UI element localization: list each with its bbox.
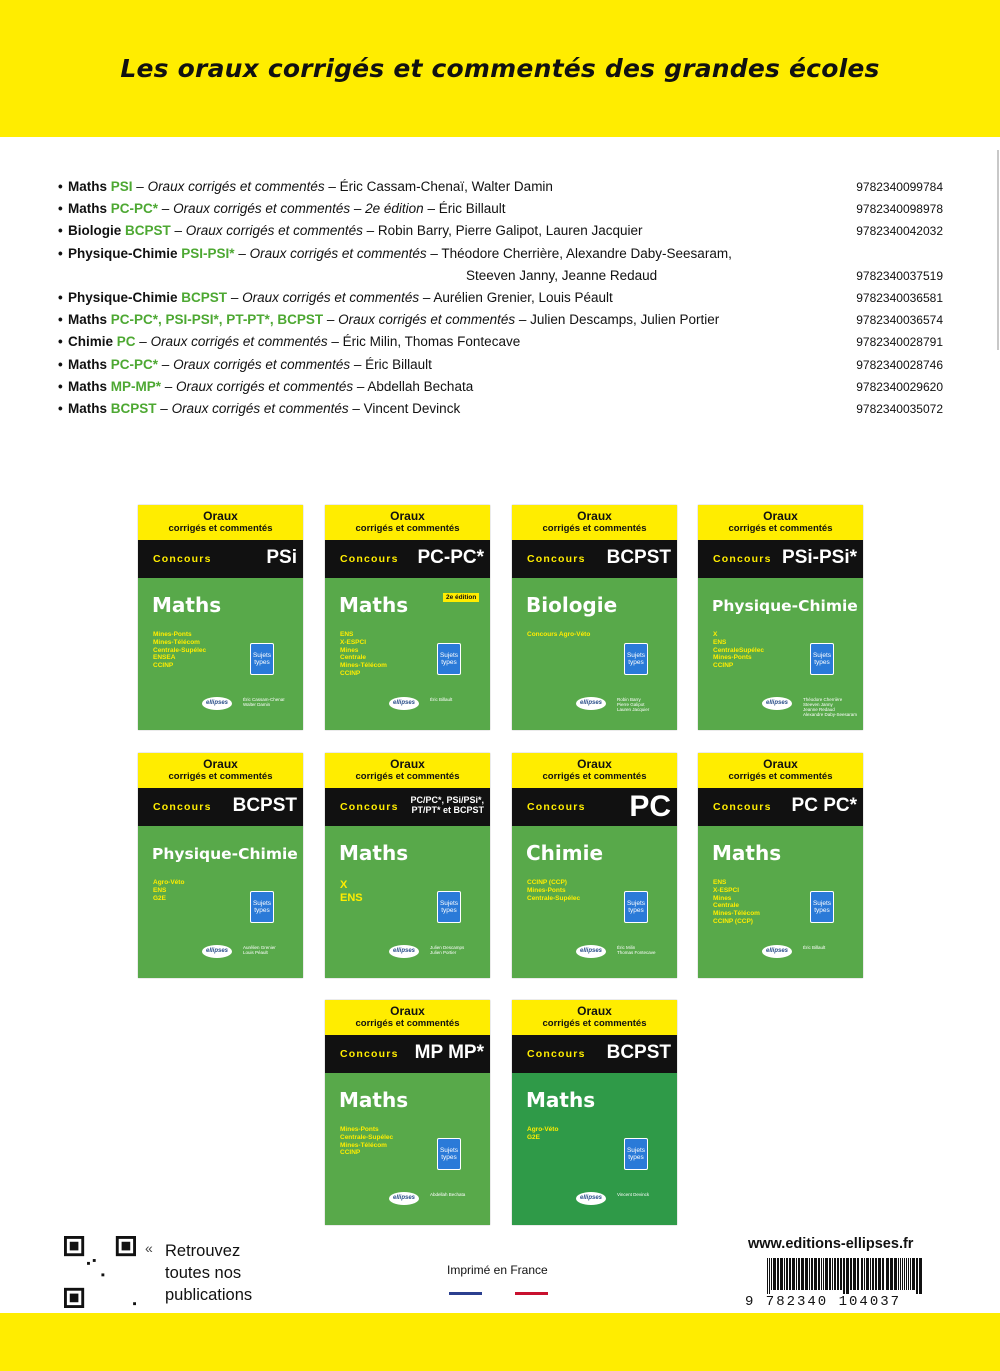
- ellipses-logo: ellipses: [576, 1192, 606, 1205]
- book-cover[interactable]: [325, 505, 490, 730]
- ellipses-logo: ellipses: [202, 697, 232, 710]
- cover-subtitle: corrigés et commentés: [542, 523, 647, 534]
- cover-oraux: Oraux: [577, 1004, 612, 1018]
- book-authors: Aurélien Grenier, Louis Péault: [433, 289, 613, 305]
- book-filiere: PC-PC*: [110, 356, 159, 372]
- cover-concours: Concours: [713, 553, 772, 565]
- cover-oraux: Oraux: [390, 757, 425, 771]
- cover-oraux: Oraux: [390, 1004, 425, 1018]
- cover-authors: Éric Milin Thomas Fontecave: [617, 945, 656, 955]
- book-authors: Abdellah Bechata: [367, 378, 474, 394]
- book-cover[interactable]: [512, 753, 677, 978]
- book-filiere: BCPST: [125, 223, 171, 239]
- book-list-item: • Maths PC-PC* – Oraux corrigés et commentés – Éric Billault 9782340028746: [58, 354, 946, 376]
- cover-subtitle: corrigés et commentés: [355, 771, 460, 782]
- cover-authors: Éric Cassam-Chenaï Walter Damin: [243, 697, 285, 707]
- cover-header: [325, 505, 490, 540]
- book-subject: Maths: [68, 312, 108, 328]
- ean-number: 9 782340 104037: [745, 1294, 902, 1310]
- book-cover[interactable]: [698, 753, 863, 978]
- book-series: Oraux corrigés et commentés: [249, 245, 427, 261]
- header-band: [0, 0, 1000, 137]
- book-authors: Robin Barry, Pierre Galipot, Lauren Jacquier: [377, 223, 643, 239]
- book-isbn: 9782340036574: [856, 313, 943, 328]
- book-isbn: 9782340028746: [856, 357, 943, 372]
- cover-header: [512, 1000, 677, 1035]
- book-series: Oraux corrigés et commentés: [242, 289, 420, 305]
- cover-oraux: Oraux: [203, 757, 238, 771]
- cover-subtitle: corrigés et commentés: [355, 1018, 460, 1029]
- cover-schools: X ENS: [340, 879, 363, 904]
- cover-authors: Théodore Cherrière Steeven Janny Jeanne Redaud Alexandre Daby-Seesaram: [803, 697, 858, 717]
- cover-concours: Concours: [340, 1048, 399, 1060]
- cover-subtitle: corrigés et commentés: [728, 523, 833, 534]
- cover-filiere: MP MP*: [414, 1042, 484, 1063]
- cover-concours: Concours: [527, 801, 586, 813]
- qr-code[interactable]: [64, 1236, 136, 1308]
- book-isbn: 9782340028791: [856, 335, 943, 350]
- cover-oraux: Oraux: [577, 757, 612, 771]
- cover-concours-bar: [138, 788, 303, 826]
- cover-schools: Agro-Véto ENS G2E: [153, 879, 185, 902]
- book-authors: Éric Billault: [365, 356, 432, 372]
- document-icon: Sujets types: [810, 643, 834, 675]
- barcode: [765, 1258, 925, 1294]
- ellipses-logo: ellipses: [389, 697, 419, 710]
- publisher-url[interactable]: www.editions-ellipses.fr: [748, 1236, 914, 1252]
- cover-authors: Abdellah Bechata: [430, 1192, 466, 1197]
- cover-authors: Aurélien Grenier Louis Péault: [243, 945, 276, 955]
- cover-authors: Éric Billault: [803, 945, 826, 950]
- book-authors: Éric Cassam-Chenaï, Walter Damin: [339, 179, 553, 194]
- book-subject: Maths: [68, 201, 108, 217]
- cover-oraux: Oraux: [577, 509, 612, 523]
- cover-header: [512, 753, 677, 788]
- page-title: Les oraux corrigés et commentés des grandes écoles: [120, 54, 880, 83]
- ellipses-logo: ellipses: [202, 945, 232, 958]
- cover-oraux: Oraux: [390, 509, 425, 523]
- cover-header: [698, 753, 863, 788]
- arrow-icon: «: [145, 1240, 153, 1256]
- book-isbn: 9782340037519: [856, 268, 943, 283]
- cover-concours: Concours: [340, 801, 399, 813]
- bullet-icon: •: [58, 378, 63, 394]
- cover-oraux: Oraux: [763, 509, 798, 523]
- book-filiere: BCPST: [181, 289, 228, 305]
- book-filiere: MP-MP*: [110, 378, 162, 394]
- cover-concours-bar: [698, 788, 863, 826]
- book-filiere: BCPST: [110, 400, 157, 416]
- book-isbn: 9782340035072: [856, 401, 943, 416]
- bullet-icon: •: [58, 289, 63, 305]
- bullet-icon: •: [58, 201, 63, 217]
- book-series: Oraux corrigés et commentés: [147, 179, 325, 194]
- document-icon: Sujets types: [250, 643, 274, 675]
- book-series: Oraux corrigés et commentés: [173, 356, 351, 372]
- book-cover[interactable]: [325, 753, 490, 978]
- book-list: [58, 176, 946, 420]
- cover-schools: ENS X-ESPCI Mines Centrale Mines-Télécom CCINP (CCP): [713, 879, 760, 925]
- book-filiere: PSI-PSI*: [181, 245, 235, 261]
- cover-subject: Maths: [339, 593, 409, 617]
- cover-concours: Concours: [340, 553, 399, 565]
- book-cover[interactable]: [512, 1000, 677, 1225]
- cover-schools: CCINP (CCP) Mines-Ponts Centrale-Supélec: [527, 879, 581, 902]
- cover-header: [325, 753, 490, 788]
- book-authors: Éric Milin, Thomas Fontecave: [342, 334, 521, 350]
- book-filiere: PC-PC*, PSI-PSI*, PT-PT*, BCPST: [110, 312, 324, 328]
- book-subject: Maths: [68, 378, 108, 394]
- book-subject: Physique-Chimie: [68, 289, 178, 305]
- cover-subtitle: corrigés et commentés: [168, 771, 273, 782]
- book-subject: Biologie: [68, 223, 122, 239]
- book-authors-cont: Steeven Janny, Jeanne Redaud: [466, 267, 658, 283]
- cover-authors: Vincent Devinck: [617, 1192, 650, 1197]
- cover-concours-bar: [325, 788, 490, 826]
- book-authors: Vincent Devinck: [363, 400, 461, 416]
- book-authors: Éric Billault: [438, 201, 506, 217]
- cover-concours-bar: [512, 788, 677, 826]
- ellipses-logo: ellipses: [576, 945, 606, 958]
- cover-schools: X ENS CentraleSupélec Mines-Ponts CCINP: [713, 631, 764, 670]
- cover-subject: Biologie: [526, 593, 618, 617]
- book-isbn: 9782340029620: [856, 379, 943, 394]
- book-series: Oraux corrigés et commentés: [185, 223, 363, 239]
- cover-filiere: BCPST: [232, 795, 297, 816]
- cover-subtitle: corrigés et commentés: [168, 523, 273, 534]
- cover-subtitle: corrigés et commentés: [542, 771, 647, 782]
- cover-subject: Chimie: [526, 841, 604, 865]
- cover-concours-bar: [325, 540, 490, 578]
- bullet-icon: •: [58, 312, 63, 328]
- cover-edition-badge: 2e édition: [443, 593, 479, 602]
- cover-schools: ENS X-ESPCI Mines Centrale Mines-Télécom CCINP: [340, 631, 387, 677]
- cover-header: [138, 753, 303, 788]
- book-series: Oraux corrigés et commentés: [338, 312, 516, 328]
- document-icon: Sujets types: [437, 891, 461, 923]
- imprime-en-france: Imprimé en France: [447, 1263, 548, 1277]
- book-list-item: • Maths PC-PC* – Oraux corrigés et commentés – 2e édition – Éric Billault 9782340098978: [58, 198, 946, 220]
- cover-filiere: BCPST: [606, 547, 671, 568]
- cover-filiere: PC: [629, 790, 671, 823]
- footer-band: [0, 1313, 1000, 1371]
- book-list-item: • Physique-Chimie BCPST – Oraux corrigés et commentés – Aurélien Grenier, Louis Péault 9782340036581: [58, 287, 946, 309]
- book-filiere: PSI: [110, 179, 133, 194]
- book-subject: Physique-Chimie: [68, 245, 178, 261]
- cover-oraux: Oraux: [763, 757, 798, 771]
- cover-subject: Maths: [526, 1088, 596, 1112]
- document-icon: Sujets types: [437, 1138, 461, 1170]
- ellipses-logo: ellipses: [576, 697, 606, 710]
- edge-line: [997, 150, 999, 350]
- document-icon: Sujets types: [624, 1138, 648, 1170]
- book-series: Oraux corrigés et commentés: [171, 400, 349, 416]
- book-list-item: • Physique-Chimie PSI-PSI* – Oraux corrigés et commentés – Théodore Cherrière, Alexandre Daby-Seesaram, Steeven Janny, Jeanne Redaud 9782340037519: [58, 243, 946, 287]
- document-icon: Sujets types: [437, 643, 461, 675]
- book-filiere: PC: [116, 334, 136, 350]
- cover-subtitle: corrigés et commentés: [355, 523, 460, 534]
- cover-subtitle: corrigés et commentés: [542, 1018, 647, 1029]
- cover-concours: Concours: [527, 553, 586, 565]
- ellipses-logo: ellipses: [389, 1192, 419, 1205]
- book-isbn: 9782340042032: [856, 224, 943, 239]
- cover-header: [698, 505, 863, 540]
- ellipses-logo: ellipses: [389, 945, 419, 958]
- cover-authors: Julien Descamps Julien Portier: [430, 945, 465, 955]
- book-cover[interactable]: [138, 505, 303, 730]
- cover-subject: Maths: [339, 1088, 409, 1112]
- cover-concours: Concours: [527, 1048, 586, 1060]
- book-cover[interactable]: [325, 1000, 490, 1225]
- book-cover[interactable]: [698, 505, 863, 730]
- cover-filiere: PSi: [266, 547, 297, 568]
- book-isbn: 9782340099784: [856, 180, 943, 194]
- cover-filiere: PSi-PSi*: [782, 547, 857, 568]
- book-isbn: 9782340098978: [856, 202, 943, 217]
- book-list-item: • Maths PSI – Oraux corrigés et commentés – Éric Cassam-Chenaï, Walter Damin 9782340099784: [58, 176, 946, 198]
- cover-subject: Maths: [339, 841, 409, 865]
- cover-concours-bar: [512, 1035, 677, 1073]
- book-authors: Théodore Cherrière, Alexandre Daby-Seesaram,: [441, 245, 732, 261]
- cover-concours-bar: [698, 540, 863, 578]
- cover-concours: Concours: [153, 801, 212, 813]
- book-list-item: • Maths MP-MP* – Oraux corrigés et commentés – Abdellah Bechata 9782340029620: [58, 376, 946, 398]
- book-subject: Maths: [68, 400, 108, 416]
- cover-concours: Concours: [713, 801, 772, 813]
- cover-oraux: Oraux: [203, 509, 238, 523]
- cover-concours-bar: [325, 1035, 490, 1073]
- cover-filiere: PC-PC*: [417, 547, 484, 568]
- cover-subject: Physique-Chimie: [152, 845, 298, 863]
- cover-authors: Robin Barry Pierre Galipot Lauren Jacquier: [617, 697, 650, 712]
- cover-filiere: BCPST: [606, 1042, 671, 1063]
- book-list-item: • Biologie BCPST – Oraux corrigés et commentés – Robin Barry, Pierre Galipot, Lauren Jacquier 9782340042032: [58, 220, 946, 242]
- book-list-item: • Maths BCPST – Oraux corrigés et commentés – Vincent Devinck 9782340035072: [58, 398, 946, 420]
- book-isbn: 9782340036581: [856, 290, 943, 305]
- document-icon: Sujets types: [624, 643, 648, 675]
- bullet-icon: •: [58, 223, 63, 239]
- document-icon: Sujets types: [624, 891, 648, 923]
- bullet-icon: •: [58, 334, 63, 350]
- book-authors: Julien Descamps, Julien Portier: [530, 312, 720, 328]
- cover-subject: Maths: [152, 593, 222, 617]
- book-filiere: PC-PC*: [110, 201, 159, 217]
- bullet-icon: •: [58, 400, 63, 416]
- book-cover[interactable]: [512, 505, 677, 730]
- cover-header: [138, 505, 303, 540]
- retrouvez-text: Retrouvez toutes nos publications: [165, 1242, 253, 1304]
- cover-concours: Concours: [153, 553, 212, 565]
- book-series: Oraux corrigés et commentés: [176, 378, 354, 394]
- cover-schools: Mines-Ponts Mines-Télécom Centrale-Supélec ENSEA CCINP: [153, 631, 207, 670]
- cover-schools: Mines-Ponts Centrale-Supélec Mines-Télécom CCINP: [340, 1126, 394, 1157]
- cover-header: [325, 1000, 490, 1035]
- cover-concours-bar: [512, 540, 677, 578]
- cover-authors: Éric Billault: [430, 697, 453, 702]
- cover-schools: Agro-Véto G2E: [527, 1126, 559, 1141]
- book-subject: Chimie: [68, 334, 114, 350]
- cover-concours-bar: [138, 540, 303, 578]
- book-edition: 2e édition: [365, 201, 424, 217]
- french-flag-icon: [449, 1282, 549, 1285]
- cover-filiere: PC/PC*, PSi/PSi*, PT/PT* et BCPST: [410, 795, 484, 815]
- cover-schools: Concours Agro-Véto: [527, 631, 591, 638]
- cover-subject: Physique-Chimie: [712, 597, 858, 615]
- book-cover[interactable]: [138, 753, 303, 978]
- book-series: Oraux corrigés et commentés: [173, 201, 351, 217]
- bullet-icon: •: [58, 245, 63, 261]
- book-list-item: • Maths PC-PC*, PSI-PSI*, PT-PT*, BCPST – Oraux corrigés et commentés – Julien Descamps, Julien Portier 9782340036574: [58, 309, 946, 331]
- cover-filiere: PC PC*: [791, 795, 857, 816]
- bullet-icon: •: [58, 179, 63, 194]
- cover-header: [512, 505, 677, 540]
- book-subject: Maths: [68, 356, 108, 372]
- book-list-item: • Chimie PC – Oraux corrigés et commentés – Éric Milin, Thomas Fontecave 9782340028791: [58, 331, 946, 353]
- ellipses-logo: ellipses: [762, 697, 792, 710]
- book-subject: Maths: [68, 179, 108, 194]
- bullet-icon: •: [58, 356, 63, 372]
- cover-subtitle: corrigés et commentés: [728, 771, 833, 782]
- book-series: Oraux corrigés et commentés: [150, 334, 328, 350]
- document-icon: Sujets types: [810, 891, 834, 923]
- ellipses-logo: ellipses: [762, 945, 792, 958]
- document-icon: Sujets types: [250, 891, 274, 923]
- cover-subject: Maths: [712, 841, 782, 865]
